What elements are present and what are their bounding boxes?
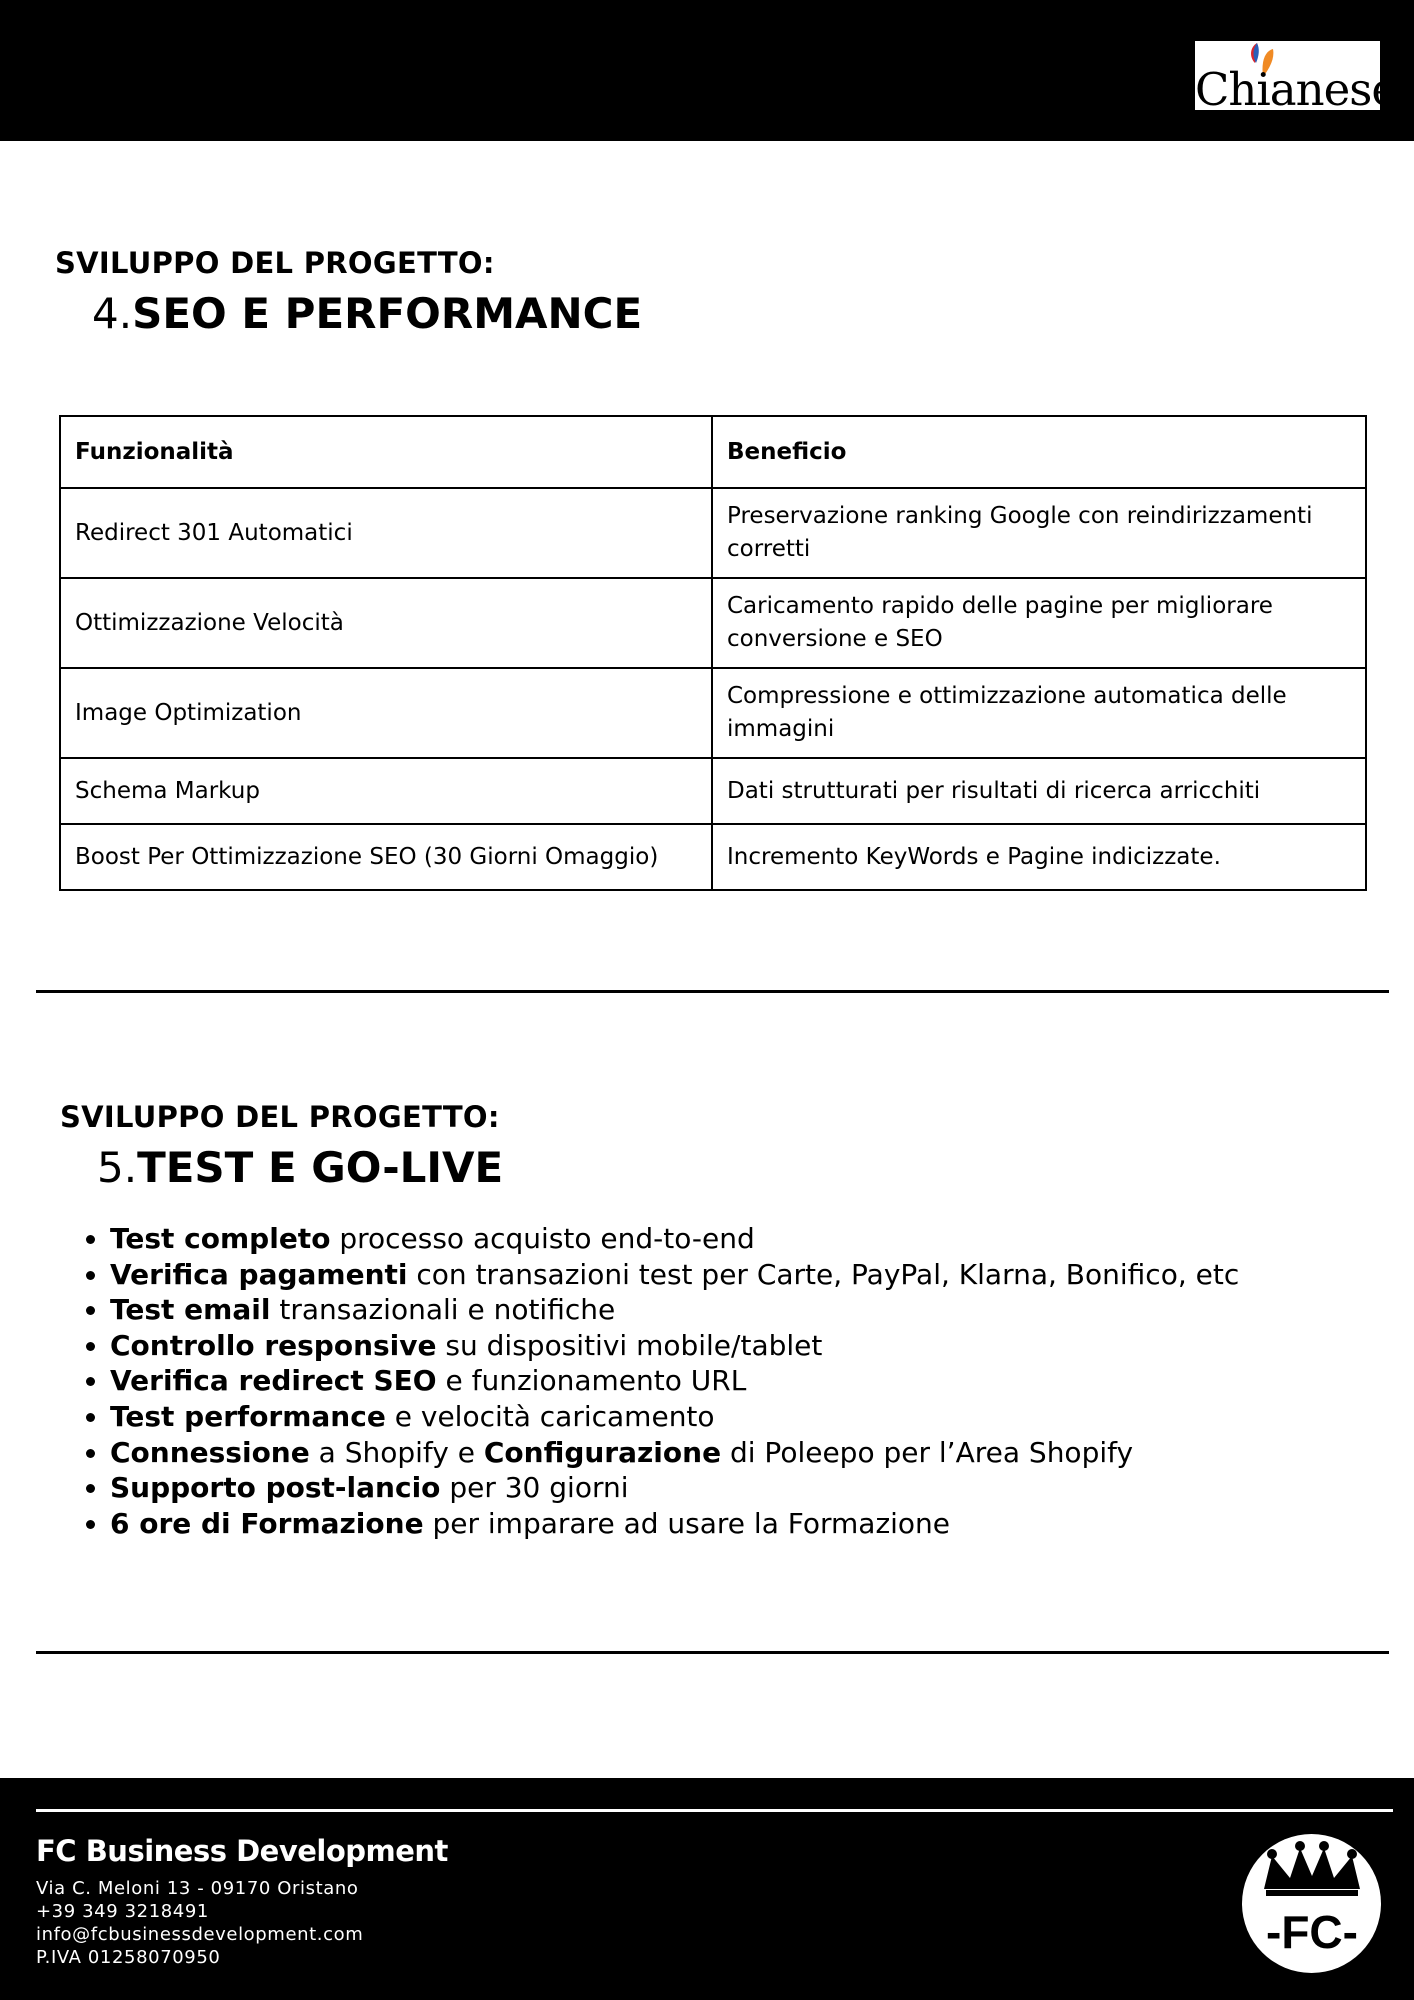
table-header-row — [60, 416, 1366, 488]
section5-heading — [97, 1143, 503, 1192]
list-item: • Supporto post-lancio per 30 giorni — [110, 1470, 1239, 1506]
company-vat: P.IVA 01258070950 — [36, 1947, 221, 1968]
list-item: • Controllo responsive su dispositivi mobile/tablet — [110, 1328, 1239, 1364]
column-header-funzionalita: Funzionalità — [60, 416, 712, 488]
table-cell-benefit: Compressione e ottimizzazione automatica delle immagini — [712, 668, 1366, 758]
table-row — [60, 488, 1366, 578]
section5-kicker: SVILUPPO DEL PROGETTO: — [60, 1100, 500, 1134]
table-row — [60, 578, 1366, 668]
company-email[interactable]: info@fcbusinessdevelopment.com — [36, 1924, 364, 1945]
section4-heading — [92, 289, 642, 338]
list-item: • Test completo processo acquisto end-to-end — [110, 1221, 1239, 1257]
section4-title: SEO E PERFORMANCE — [132, 289, 643, 338]
section4-number: 4. — [92, 289, 133, 338]
table-cell-feature: Redirect 301 Automatici — [60, 488, 712, 578]
page-footer — [0, 1778, 1414, 2000]
table-cell-feature: Boost Per Ottimizzazione SEO (30 Giorni Omaggio) — [60, 824, 712, 890]
crown-icon — [1242, 1834, 1381, 1973]
list-item: • Verifica redirect SEO e funzionamento URL — [110, 1363, 1239, 1399]
company-name: FC Business Development — [36, 1834, 448, 1868]
table-cell-feature: Schema Markup — [60, 758, 712, 824]
table-row — [60, 824, 1366, 890]
footer-divider — [36, 1809, 1393, 1812]
fc-emblem-logo — [1242, 1834, 1381, 1973]
section5-number: 5. — [97, 1143, 138, 1192]
table-cell-feature: Ottimizzazione Velocità — [60, 578, 712, 668]
table-row — [60, 758, 1366, 824]
table-cell-benefit: Preservazione ranking Google con reindirizzamenti corretti — [712, 488, 1366, 578]
list-item: • Connessione a Shopify e Configurazione di Poleepo per l’Area Shopify — [110, 1435, 1239, 1471]
table-cell-benefit: Caricamento rapido delle pagine per migliorare conversione e SEO — [712, 578, 1366, 668]
company-address: Via C. Meloni 13 - 09170 Oristano — [36, 1878, 359, 1899]
go-live-checklist — [78, 1221, 1239, 1541]
chianese-logo — [1195, 41, 1397, 116]
table-cell-benefit: Dati strutturati per risultati di ricerca arricchiti — [712, 758, 1366, 824]
logo-wordmark: Chianese — [1195, 63, 1397, 116]
table-cell-benefit: Incremento KeyWords e Pagine indicizzate. — [712, 824, 1366, 890]
list-item: • Test performance e velocità caricamento — [110, 1399, 1239, 1435]
section4-kicker: SVILUPPO DEL PROGETTO: — [55, 246, 495, 280]
column-header-beneficio: Beneficio — [712, 416, 1366, 488]
section-divider — [36, 1651, 1389, 1654]
section5-title: TEST E GO-LIVE — [137, 1143, 504, 1192]
table-cell-feature: Image Optimization — [60, 668, 712, 758]
list-item: • 6 ore di Formazione per imparare ad usare la Formazione — [110, 1506, 1239, 1542]
table-row — [60, 668, 1366, 758]
page-header — [0, 0, 1414, 141]
company-phone: +39 349 3218491 — [36, 1901, 209, 1922]
emblem-monogram: -FC- — [1266, 1906, 1358, 1958]
list-item: • Test email transazionali e notifiche — [110, 1292, 1239, 1328]
list-item: • Verifica pagamenti con transazioni test per Carte, PayPal, Klarna, Bonifico, etc — [110, 1257, 1239, 1293]
seo-features-table — [59, 415, 1367, 891]
section-divider — [36, 990, 1389, 993]
